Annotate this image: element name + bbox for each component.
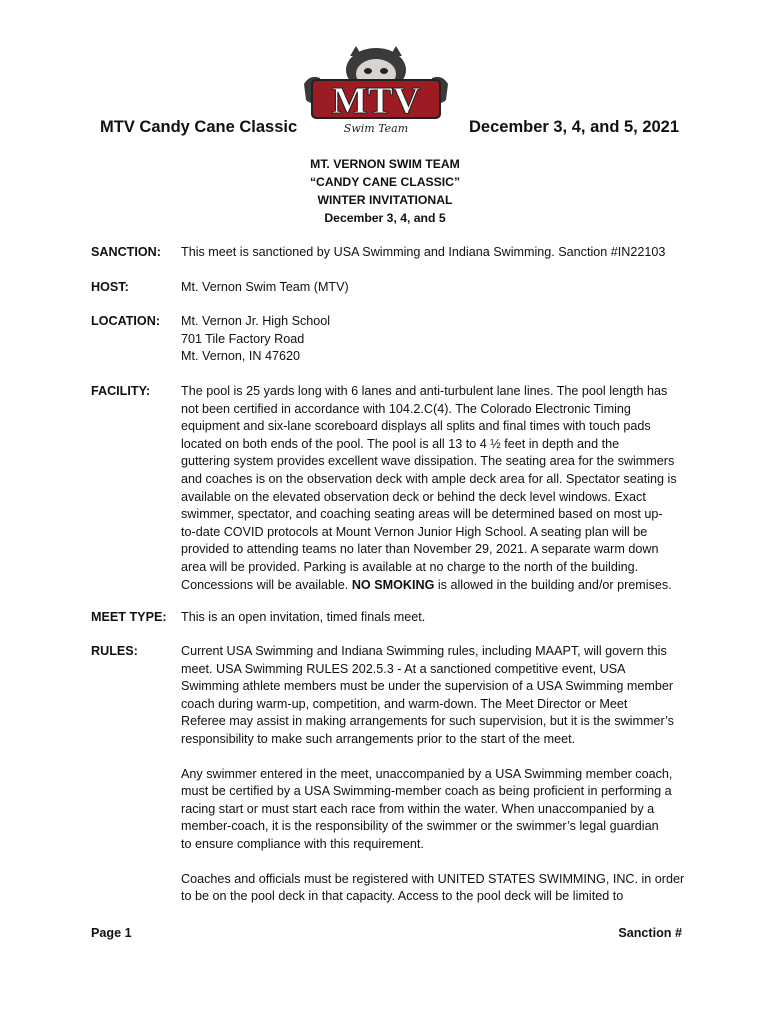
facility-label: FACILITY:	[91, 384, 151, 398]
host-label: HOST:	[91, 280, 129, 294]
meet-type-label: MEET TYPE:	[91, 610, 167, 624]
mtv-wildcat-logo	[300, 44, 452, 136]
facility-line: The pool is 25 yards long with 6 lanes and anti-turbulent lane lines. The pool length has	[181, 384, 668, 398]
page-number: Page 1	[91, 926, 132, 940]
facility-line: available on the elevated observation deck or behind the deck level windows. Exact	[181, 489, 646, 504]
rules-line: Current USA Swimming and Indiana Swimming rules, including MAAPT, will govern this	[181, 644, 667, 658]
facility-line: area will be provided. Parking is available at no charge to the north of the building.	[181, 559, 639, 574]
facility-line: guttering system provides excellent wave dissipation. The seating area for the swimmers	[181, 454, 675, 469]
facility-line: provided to attending teams no later than November 29, 2021. A separate warm down	[181, 542, 659, 557]
svg-text:MTV: MTV	[331, 80, 421, 122]
rules-line: Any swimmer entered in the meet, unaccompanied by a USA Swimming member coach,	[181, 766, 673, 781]
rules-line: Referee may assist in making arrangements for such supervision, but it is the swimmer’s	[181, 714, 674, 729]
rules-line: member-coach, it is the responsibility of the swimmer or the swimmer’s legal guardian	[181, 819, 659, 834]
rules-label: RULES:	[91, 644, 138, 658]
location-line: Mt. Vernon, IN 47620	[181, 349, 301, 364]
rules-paragraph-2	[181, 766, 687, 854]
title-block	[0, 155, 770, 227]
rules-line: meet. USA Swimming RULES 202.5.3 - At a sanctioned competitive event, USA	[181, 661, 626, 676]
rules-line: racing start or must start each race from within the water. When unaccompanied by a	[181, 801, 655, 816]
sanction-label: SANCTION:	[91, 245, 161, 259]
rules-line: must be certified by a USA Swimming-member coach as being proficient in performing a	[181, 784, 672, 799]
facility-line: located on both ends of the pool. The pool is all 13 to 4 ½ feet in depth and the	[181, 436, 620, 451]
title-line-1: MT. VERNON SWIM TEAM	[310, 157, 460, 171]
rules-text	[181, 643, 687, 906]
facility-line: not been certified in accordance with 104.2.C(4). The Colorado Electronic Timing	[181, 401, 631, 416]
rules-line: responsibility to make such arrangements prior to the start of the meet.	[181, 731, 576, 746]
facility-last-pre: Concessions will be available.	[181, 577, 352, 592]
rules-line: to be on the pool deck in that capacity. Access to the pool deck will be limited to	[181, 889, 624, 904]
svg-text:Swim Team: Swim Team	[343, 122, 409, 135]
facility-line: swimmer, spectator, and coaching seating areas will be determined based on most up-	[181, 507, 663, 522]
meet-name-header: MTV Candy Cane Classic	[100, 118, 298, 136]
rules-line: coach during warm-up, competition, and warm-down. The Meet Director or Meet	[181, 696, 628, 711]
rules-line: Coaches and officials must be registered with UNITED STATES SWIMMING, INC. in order	[181, 871, 685, 886]
footer-sanction: Sanction #	[618, 926, 682, 940]
meet-dates-header: December 3, 4, and 5, 2021	[469, 118, 680, 136]
facility-line: equipment and six-lane scoreboard displays all splits and final times with touch pads	[181, 419, 651, 434]
facility-line: and coaches is on the observation deck with ample deck area for all. Spectator seating is	[181, 471, 677, 486]
rules-line: to ensure compliance with this requirement.	[181, 836, 424, 851]
facility-text	[181, 383, 687, 594]
location-line: Mt. Vernon Jr. High School	[181, 314, 331, 328]
location-label: LOCATION:	[91, 314, 161, 328]
location-address	[181, 313, 687, 366]
no-smoking-emphasis: NO SMOKING	[351, 577, 435, 592]
title-line-3: WINTER INVITATIONAL	[317, 193, 453, 207]
sanction-text: This meet is sanctioned by USA Swimming and Indiana Swimming. Sanction #IN22103	[181, 245, 666, 259]
rules-paragraph-3	[181, 871, 687, 906]
facility-last-line	[181, 577, 687, 595]
meet-type-text: This is an open invitation, timed finals meet.	[181, 610, 426, 624]
rules-line: Swimming athlete members must be under the supervision of a USA Swimming member	[181, 679, 674, 694]
facility-last-post: is allowed in the building and/or premises.	[434, 577, 672, 592]
location-line: 701 Tile Factory Road	[181, 331, 305, 346]
host-text: Mt. Vernon Swim Team (MTV)	[181, 280, 349, 294]
facility-line: to-date COVID protocols at Mount Vernon Junior High School. A seating plan will be	[181, 524, 648, 539]
title-line-4: December 3, 4, and 5	[324, 211, 446, 225]
title-line-2: “CANDY CANE CLASSIC”	[309, 175, 461, 189]
rules-paragraph-1	[181, 643, 687, 749]
